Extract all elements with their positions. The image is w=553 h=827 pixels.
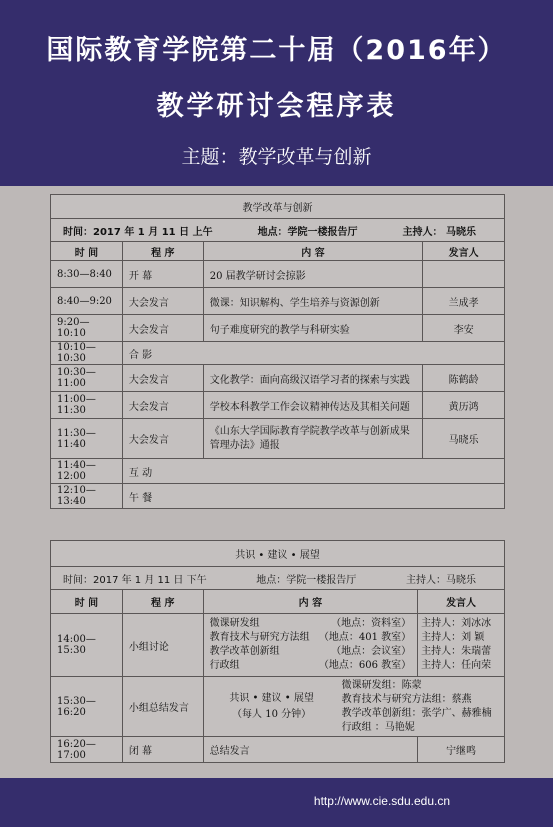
row-program: 小组总结发言 <box>122 677 203 737</box>
col-header-speaker: 发言人 <box>423 242 505 261</box>
row-time: 8:40—9:20 <box>51 288 123 315</box>
row-program: 开 幕 <box>122 261 203 288</box>
table-caption: 共识 • 建议 • 展望 <box>51 541 505 567</box>
group-name: 行政组 <box>209 660 240 671</box>
table-row <box>51 288 505 315</box>
footer-bar <box>0 778 553 827</box>
row-time: 14:00—15:30 <box>51 614 123 677</box>
session-info <box>51 567 505 590</box>
row-content: 文化教学：面向高级汉语学习者的探索与实践 <box>203 365 422 392</box>
morning-schedule-table <box>50 194 505 509</box>
row-speaker: 兰成孝 <box>423 288 505 315</box>
title-line-1: 国际教育学院第二十届（2016年） <box>46 35 507 66</box>
row-time: 10:30—11:00 <box>51 365 123 392</box>
table-row <box>51 419 505 459</box>
table-caption: 教学改革与创新 <box>51 195 505 219</box>
theme-subtitle: 主题：教学改革与创新 <box>181 146 372 168</box>
row-time: 10:10—10:30 <box>51 342 123 365</box>
row-program: 大会发言 <box>122 288 203 315</box>
row-program: 合 影 <box>122 342 504 365</box>
row-content: 句子难度研究的教学与科研实验 <box>203 315 422 342</box>
table-row <box>51 484 505 509</box>
summary-title: 共识 • 建议 • 展望 <box>229 692 314 704</box>
col-header-speaker: 发言人 <box>418 590 505 614</box>
group-name: 教学改革创新组 <box>209 646 280 657</box>
col-header-content: 内 容 <box>203 590 418 614</box>
summary-speaker: 行政组 ：马艳妮 <box>341 721 415 733</box>
table-row <box>51 342 505 365</box>
row-program: 闭 幕 <box>122 737 203 763</box>
row-speaker <box>423 261 505 288</box>
row-time: 12:10—13:40 <box>51 484 123 509</box>
group-name: 教育技术与研究方法组 <box>209 632 310 643</box>
row-speaker: 陈鹤龄 <box>423 365 505 392</box>
summary-duration: （每人 10 分钟） <box>232 708 312 720</box>
col-header-program: 程 序 <box>122 590 203 614</box>
header-banner <box>0 0 553 186</box>
row-content: 《山东大学国际教育学院教学改革与创新成果管理办法》通报 <box>203 419 422 459</box>
table-row <box>51 392 505 419</box>
group-host: 主持人：刘冰冰 <box>421 618 492 629</box>
col-header-content: 内 容 <box>203 242 422 261</box>
row-speaker: 黄历鸿 <box>423 392 505 419</box>
table-row <box>51 614 505 677</box>
row-speaker: 马晓乐 <box>423 419 505 459</box>
session-time: 时间：2017 年 1 月 11 日 上午 <box>63 226 213 238</box>
session-place: 地点：学院一楼报告厅 <box>257 226 358 238</box>
row-program: 大会发言 <box>122 365 203 392</box>
group-host: 主持人：朱瑞蕾 <box>421 646 492 657</box>
row-speaker: 李安 <box>423 315 505 342</box>
group-name: 微课研发组 <box>209 618 260 629</box>
group-place: （地点：606 教室） <box>318 660 412 671</box>
row-program: 大会发言 <box>122 419 203 459</box>
row-time: 11:00—11:30 <box>51 392 123 419</box>
table-row <box>51 677 505 737</box>
col-header-program: 程 序 <box>122 242 203 261</box>
row-time: 8:30—8:40 <box>51 261 123 288</box>
row-content <box>203 614 418 677</box>
group-place: （地点：401 教室） <box>318 632 412 643</box>
table-row <box>51 315 505 342</box>
row-program: 互 动 <box>122 459 504 484</box>
summary-speaker: 微课研发组：陈蒙 <box>341 679 422 691</box>
afternoon-schedule-table <box>50 540 505 763</box>
col-header-time: 时 间 <box>51 590 123 614</box>
col-header-time: 时 间 <box>51 242 123 261</box>
row-content: 学校本科教学工作会议精神传达及其相关问题 <box>203 392 422 419</box>
table-row <box>51 737 505 763</box>
row-content: 20 届教学研讨会掠影 <box>203 261 422 288</box>
footer-url[interactable]: http://www.cie.sdu.edu.cn <box>313 794 450 808</box>
session-host: 主持人：马晓乐 <box>405 574 476 586</box>
row-program: 小组讨论 <box>122 614 203 677</box>
group-place: （地点：资料室） <box>331 618 412 629</box>
row-content <box>203 677 504 737</box>
title-line-2: 教学研讨会程序表 <box>156 91 397 122</box>
row-time: 16:20—17:00 <box>51 737 123 763</box>
row-time: 11:40—12:00 <box>51 459 123 484</box>
table-row <box>51 261 505 288</box>
row-content: 总结发言 <box>203 737 418 763</box>
group-host: 主持人：刘 颖 <box>421 632 485 643</box>
table-row <box>51 365 505 392</box>
session-time: 时间：2017 年 1 月 11 日 下午 <box>63 574 207 586</box>
session-host: 主持人： 马晓乐 <box>402 226 476 238</box>
group-place: （地点：会议室） <box>331 646 412 657</box>
summary-speaker: 教育技术与研究方法组：蔡燕 <box>341 693 472 705</box>
row-program: 大会发言 <box>122 315 203 342</box>
row-speaker <box>418 614 505 677</box>
summary-speaker: 教学改革创新组：张学广、赫雅楠 <box>341 707 492 719</box>
group-host: 主持人：任向荣 <box>421 660 492 671</box>
session-place: 地点：学院一楼报告厅 <box>256 574 357 586</box>
row-time: 11:30—11:40 <box>51 419 123 459</box>
row-time: 15:30—16:20 <box>51 677 123 737</box>
table-row <box>51 459 505 484</box>
row-program: 午 餐 <box>122 484 504 509</box>
row-content: 微课：知识解构、学生培养与资源创新 <box>203 288 422 315</box>
session-info <box>51 219 505 242</box>
row-speaker: 宁继鸣 <box>418 737 505 763</box>
row-time: 9:20—10:10 <box>51 315 123 342</box>
row-program: 大会发言 <box>122 392 203 419</box>
